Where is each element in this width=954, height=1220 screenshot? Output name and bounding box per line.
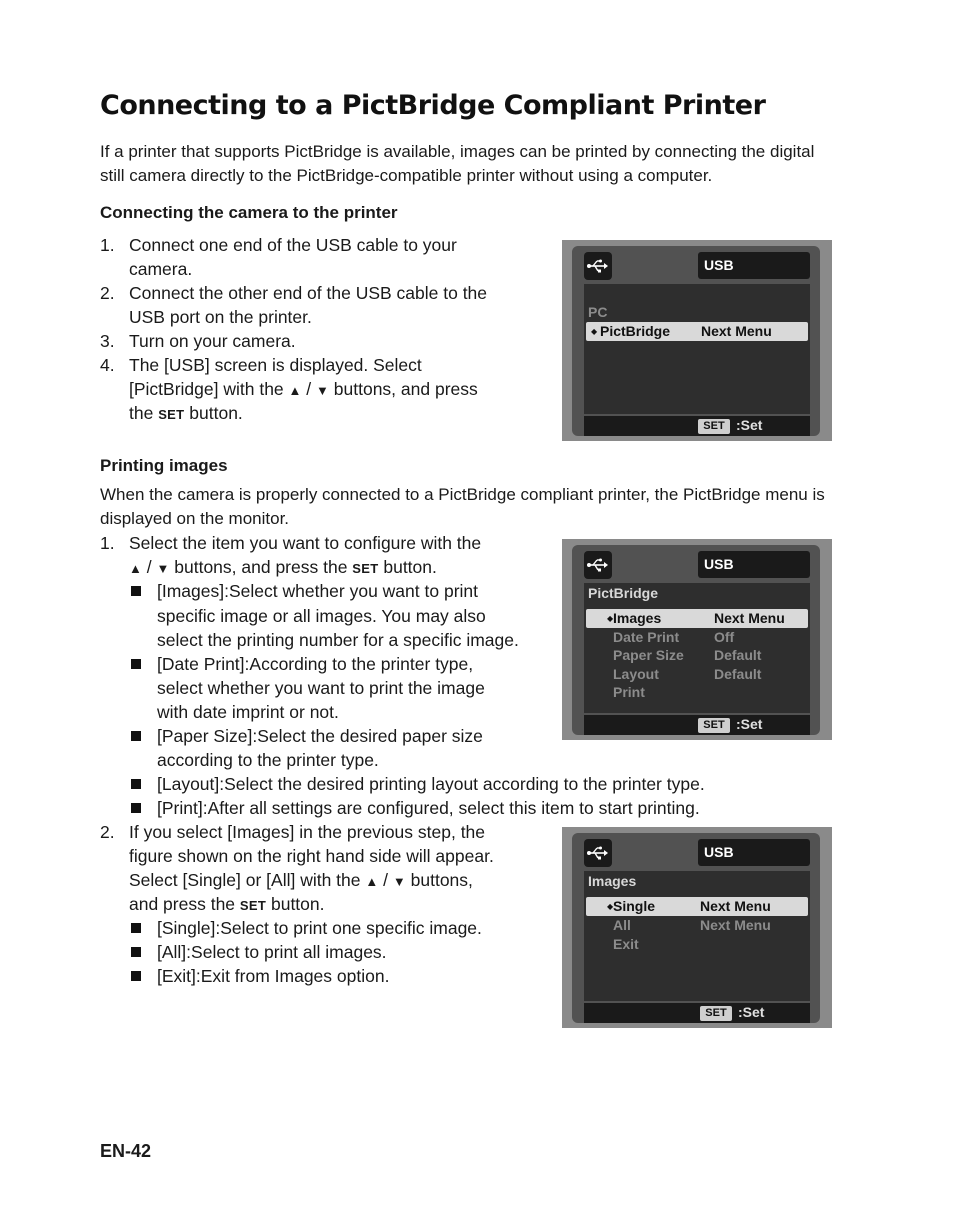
- bullet-text: select whether you want to print the image: [157, 678, 485, 698]
- menu-item-exit[interactable]: [584, 935, 806, 954]
- printing-intro: When the camera is properly connected to a PictBridge compliant printer, the PictBridge menu is displayed on the monitor.: [100, 485, 825, 528]
- step-text: Turn on your camera.: [129, 331, 296, 351]
- menu-item-label: Images: [613, 610, 662, 626]
- bullet-text: [Print]:After all settings are configured, select this item to start printing.: [157, 798, 700, 818]
- lcd-frame: [572, 833, 820, 1023]
- step-text: Connect one end of the USB cable to your: [129, 235, 457, 255]
- set-button-icon: SET: [698, 718, 730, 733]
- slash: /: [306, 379, 312, 399]
- menu-item-value: Next Menu: [700, 917, 771, 933]
- bullet-text: select the printing number for a specific image.: [157, 630, 519, 650]
- down-arrow-icon: ▼: [156, 561, 170, 576]
- menu-panel: [584, 583, 810, 713]
- menu-item-value: Default: [714, 647, 762, 663]
- intro-paragraph: If a printer that supports PictBridge is available, images can be printed by connecting the digital still camera directly to the PictBridge-compatible printer without using a computer.: [100, 142, 815, 185]
- bullet-square-icon: [131, 803, 141, 813]
- menu-item-all[interactable]: [584, 916, 806, 935]
- step-text: figure shown on the right hand side will appear.: [129, 846, 494, 866]
- lcd-frame: [572, 246, 820, 436]
- step-text: USB port on the printer.: [129, 307, 312, 327]
- lcd-bottom-bar: [584, 416, 810, 436]
- menu-item-date-print[interactable]: [584, 628, 806, 647]
- step-number: 4.: [100, 355, 115, 375]
- bullet-text: [Images]:Select whether you want to print: [157, 581, 478, 601]
- images-screen: [562, 827, 832, 1028]
- menu-item-paper-size[interactable]: [584, 646, 806, 665]
- panel-title: Images: [588, 873, 637, 889]
- step-text-line: [129, 401, 243, 427]
- bullet-square-icon: [131, 659, 141, 669]
- step-text: button.: [189, 403, 243, 423]
- bullet-square-icon: [131, 779, 141, 789]
- bullet-square-icon: [131, 947, 141, 957]
- menu-item-value: Next Menu: [700, 898, 771, 914]
- set-button-icon: SET: [239, 898, 267, 913]
- menu-item-print[interactable]: [584, 683, 806, 702]
- bullet-text: specific image or all images. You may also: [157, 606, 486, 626]
- menu-item-label: Paper Size: [613, 647, 684, 663]
- step-number: 1.: [100, 235, 115, 255]
- up-arrow-icon: ▲: [129, 561, 142, 576]
- step-text: buttons, and press the: [174, 557, 348, 577]
- step-number: 3.: [100, 331, 115, 351]
- menu-item-label: Layout: [613, 666, 659, 682]
- bullet-text: [Layout]:Select the desired printing layout according to the printer type.: [157, 774, 705, 794]
- usb-screen: [562, 240, 832, 441]
- bullet-text: [Exit]:Exit from Images option.: [157, 966, 390, 986]
- menu-item-label: Date Print: [613, 629, 680, 645]
- usb-icon: [584, 839, 612, 867]
- menu-item-label: All: [613, 917, 631, 933]
- set-button-icon: SET: [700, 1006, 732, 1021]
- step-text: the: [129, 403, 154, 423]
- set-button-icon: SET: [352, 561, 379, 576]
- bullet-text: according to the printer type.: [157, 750, 379, 770]
- step-text: [PictBridge] with the: [129, 379, 284, 399]
- step-text: If you select [Images] in the previous step, the: [129, 822, 486, 842]
- step-text-line: [129, 892, 325, 918]
- page-number: EN-42: [100, 1141, 152, 1161]
- menu-panel: [584, 284, 810, 414]
- selection-bullet-icon: ◆: [607, 614, 614, 623]
- usb-tab: USB: [698, 839, 810, 866]
- section-heading-connecting: Connecting the camera to the printer: [100, 203, 398, 222]
- section-heading-printing: Printing images: [100, 456, 228, 475]
- usb-tab: USB: [698, 252, 810, 279]
- bullet-text: [Paper Size]:Select the desired paper size: [157, 726, 483, 746]
- slash: /: [146, 557, 152, 577]
- bullet-text: with date imprint or not.: [157, 702, 339, 722]
- step-text: and press the: [129, 894, 236, 914]
- step-text-line: [129, 555, 437, 581]
- set-label: :Set: [738, 1004, 765, 1020]
- panel-title: PictBridge: [588, 585, 659, 601]
- step-text: button.: [383, 557, 437, 577]
- step-text: camera.: [129, 259, 193, 279]
- menu-item-pc[interactable]: [584, 303, 806, 322]
- pictbridge-screen: [562, 539, 832, 740]
- set-button-icon: SET: [158, 407, 185, 422]
- set-label: :Set: [736, 417, 763, 433]
- step-text: buttons,: [410, 870, 473, 890]
- usb-icon: [584, 252, 612, 280]
- step-number: 2.: [100, 283, 115, 303]
- menu-item-value: Next Menu: [701, 323, 772, 339]
- lcd-bottom-bar: [584, 715, 810, 735]
- up-arrow-icon: ▲: [288, 383, 302, 398]
- step-number: 1.: [100, 533, 115, 553]
- menu-item-label: PictBridge: [600, 323, 671, 339]
- step-text: Connect the other end of the USB cable to the: [129, 283, 488, 303]
- menu-panel: [584, 871, 810, 1001]
- set-label: :Set: [736, 716, 763, 732]
- bullet-text: [Single]:Select to print one specific image.: [157, 918, 482, 938]
- step-text: Select the item you want to configure with the: [129, 533, 482, 553]
- lcd-frame: [572, 545, 820, 735]
- set-button-icon: SET: [698, 419, 730, 434]
- page-title: Connecting to a PictBridge Compliant Printer: [100, 90, 766, 121]
- menu-item-layout[interactable]: [584, 665, 806, 684]
- bullet-square-icon: [131, 923, 141, 933]
- selection-bullet-icon: ◆: [591, 327, 598, 336]
- bullet-square-icon: [131, 731, 141, 741]
- bullet-square-icon: [131, 586, 141, 596]
- step-text: Select [Single] or [All] with the: [129, 870, 361, 890]
- down-arrow-icon: ▼: [316, 383, 329, 398]
- selection-bullet-icon: ◆: [607, 902, 614, 911]
- menu-item-value: Default: [714, 666, 762, 682]
- menu-item-label: Exit: [613, 936, 639, 952]
- menu-item-label: Single: [613, 898, 656, 914]
- menu-item-value: Next Menu: [714, 610, 785, 626]
- up-arrow-icon: ▲: [365, 874, 379, 889]
- usb-icon: [584, 551, 612, 579]
- step-text: button.: [270, 894, 325, 914]
- usb-tab: USB: [698, 551, 810, 578]
- bullet-text: [Date Print]:According to the printer type,: [157, 654, 474, 674]
- menu-item-single[interactable]: [586, 897, 808, 916]
- menu-item-label: Print: [613, 684, 645, 700]
- step-text-line: [129, 377, 478, 403]
- step-text-line: [129, 868, 473, 894]
- step-text: The [USB] screen is displayed. Select: [129, 355, 422, 375]
- lcd-bottom-bar: [584, 1003, 810, 1023]
- slash: /: [383, 870, 388, 890]
- menu-item-pictbridge[interactable]: [586, 322, 808, 341]
- bullet-square-icon: [131, 971, 141, 981]
- menu-item-value: Off: [714, 629, 735, 645]
- menu-item-label: PC: [588, 304, 608, 320]
- menu-item-images[interactable]: [586, 609, 808, 628]
- down-arrow-icon: ▼: [392, 874, 406, 889]
- step-text: buttons, and press: [333, 379, 478, 399]
- step-number: 2.: [100, 822, 115, 842]
- bullet-text: [All]:Select to print all images.: [157, 942, 387, 962]
